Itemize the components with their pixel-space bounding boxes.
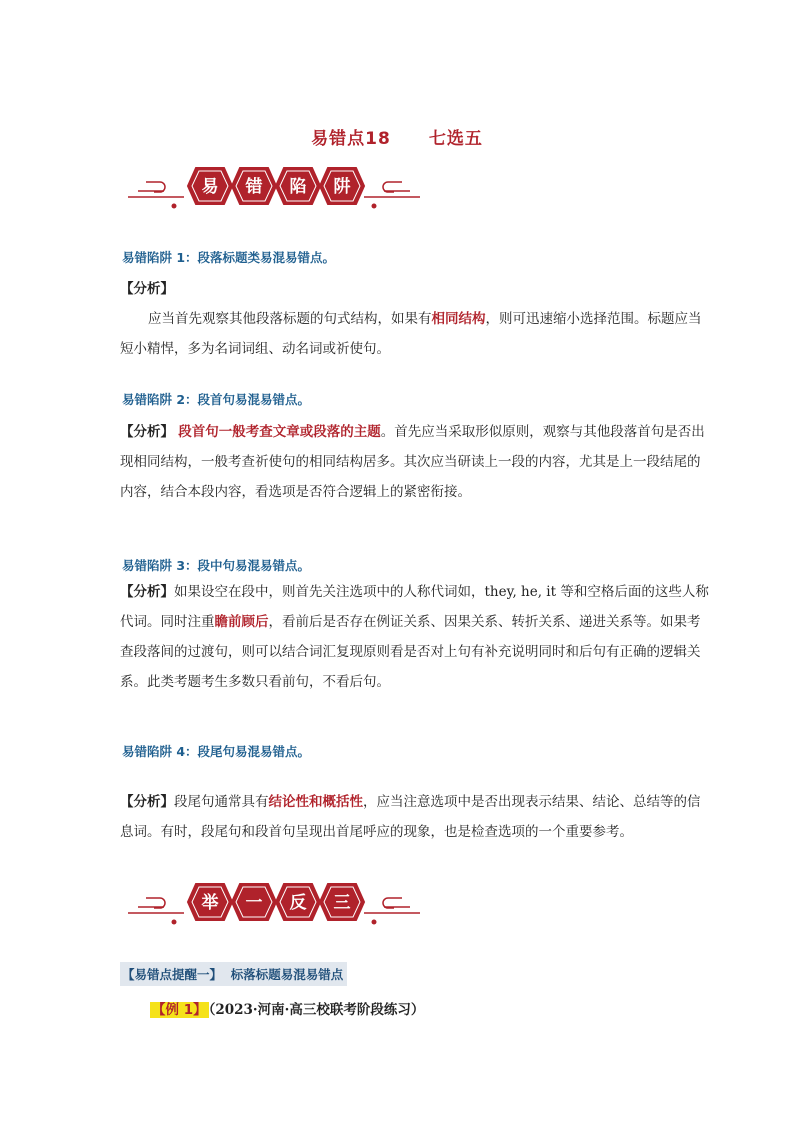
trap-1-heading: 易错陷阱 1：段落标题类易混易错点。 — [122, 250, 336, 265]
banner-trap-char-3: 陷 — [289, 177, 307, 197]
banner-trap-char-1: 易 — [201, 177, 219, 197]
trap-4-text-b: ，应当注意选项中是否出现表示结果、结论、总结等的信息词。有时，段尾句和段首句呈现出首尾呼应的现象，也是检查选项的一个重要参考。 — [120, 794, 701, 840]
reminder-text: 标落标题易混易错点 — [230, 967, 344, 982]
example-line — [150, 998, 424, 1018]
banner-practice — [124, 876, 424, 928]
example-source: （2023·河南·高三校联考阶段练习） — [208, 1002, 425, 1018]
trap-4-label: 【分析】 — [120, 794, 174, 810]
trap-2-analysis — [120, 417, 710, 507]
trap-4-analysis — [120, 787, 710, 847]
trap-3-text-a: 如果设空在段中，则首先关注选项中的人称代词如，they, he, it 等和空格后面的这些人称代词。同时注重 — [120, 584, 709, 630]
trap-1-text-a: 应当首先观察其他段落标题的句式结构，如果有 — [148, 311, 432, 327]
banner-practice-char-3: 反 — [289, 893, 307, 913]
banner-trap — [124, 160, 424, 212]
banner-trap-char-4: 阱 — [333, 177, 351, 197]
reminder-heading — [120, 962, 347, 986]
banner-practice-char-4: 三 — [333, 893, 351, 913]
trap-4-highlight: 结论性和概括性 — [268, 794, 363, 810]
trap-2-label: 【分析】 — [120, 424, 174, 440]
trap-3-text-b: ，看前后是否存在例证关系、因果关系、转折关系、递进关系等。如果考查段落间的过渡句，则可以结合词汇复现原则看是否对上句有补充说明同时和后句有正确的逻辑关系。此类考题考生多数只看前句，不看后句。 — [120, 614, 701, 690]
trap-1-text-b: ，则可迅速缩小选择范围。标题应当短小精悍，多为名词词组、动名词或祈使句。 — [120, 311, 702, 357]
banner-practice-char-2: 一 — [245, 893, 263, 913]
trap-1-analysis — [120, 274, 710, 364]
trap-4-heading: 易错陷阱 4：段尾句易混易错点。 — [122, 744, 311, 759]
trap-1-highlight: 相同结构 — [431, 311, 486, 327]
trap-3-heading: 易错陷阱 3：段中句易混易错点。 — [122, 558, 311, 573]
trap-3-highlight: 瞻前顾后 — [214, 614, 269, 630]
banner-practice-char-1: 举 — [201, 893, 219, 913]
example-tag: 【例 1】 — [152, 1002, 207, 1018]
trap-2-heading: 易错陷阱 2：段首句易混易错点。 — [122, 392, 311, 407]
reminder-tag: 【易错点提醒一】 — [122, 967, 223, 982]
trap-2-highlight: 段首句一般考查文章或段落的主题 — [178, 424, 381, 440]
trap-2-text-b: 。首先应当采取形似原则，观察与其他段落首句是否出现相同结构，一般考查祈使句的相同结构居多。其次应当研读上一段的内容，尤其是上一段结尾的内容，结合本段内容，看选项是否符合逻辑上的紧密衔接。 — [120, 424, 705, 500]
trap-3-analysis — [120, 577, 710, 697]
title-part2: 七选五 — [428, 129, 483, 149]
trap-1-label: 【分析】 — [120, 281, 174, 297]
trap-3-label: 【分析】 — [120, 584, 174, 600]
title-part1: 易错点18 — [311, 129, 391, 149]
banner-trap-char-2: 错 — [245, 177, 263, 197]
page-title — [0, 124, 794, 149]
trap-4-text-a: 段尾句通常具有 — [174, 794, 269, 810]
